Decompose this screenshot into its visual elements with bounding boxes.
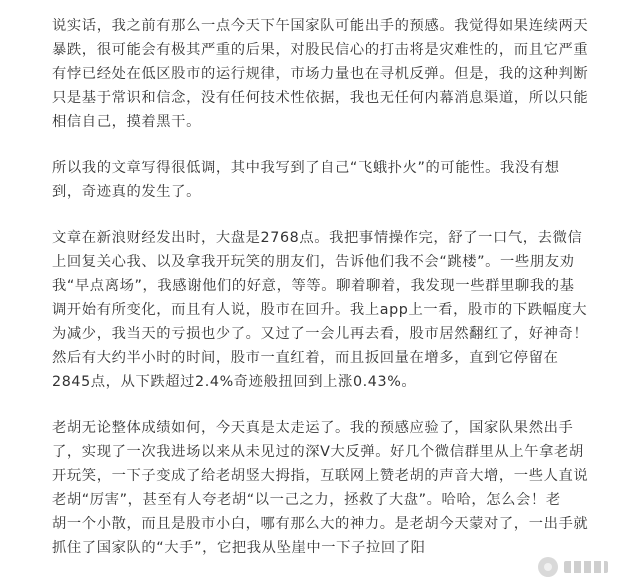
text-line: 相信自己，摸着黑干。 <box>52 114 201 130</box>
paragraph-4 <box>52 416 614 560</box>
text-line: 我“早点离场”，我感谢他们的好意，等等。聊着聊着，我发现一些群里聊我的基 <box>52 278 575 294</box>
text-line: 所以我的文章写得很低调，其中我写到了自己“飞蛾扑火”的可能性。我没有想 <box>52 160 560 176</box>
article-body <box>52 14 614 582</box>
paragraph-1 <box>52 14 614 134</box>
text-line: 只是基于常识和信念，没有任何技术性依据，我也无任何内幕消息渠道，所以只能 <box>52 90 589 106</box>
text-line: 老胡“厉害”，甚至有人夸老胡“以一己之力，拯救了大盘”。哈哈，怎么会！老 <box>52 492 561 508</box>
text-line: 抓住了国家队的“大手”，它把我从坠崖中一下子拉回了阳 <box>52 540 426 556</box>
watermark <box>534 555 612 579</box>
text-line: 上回复关心我、以及拿我开玩笑的朋友们，告诉他们我不会“跳楼”。一些朋友劝 <box>52 254 575 270</box>
watermark-logo-icon <box>538 557 558 577</box>
text-line: 暴跌，很可能会有极其严重的后果，对股民信心的打击将是灾难性的，而且它严重 <box>52 42 589 58</box>
text-line: 到，奇迹真的发生了。 <box>52 184 201 200</box>
text-line: 文章在新浪财经发出时，大盘是2768点。我把事情操作完，舒了一口气，去微信 <box>52 230 583 246</box>
text-line: 有悖已经处在低区股市的运行规律，市场力量也在寻机反弹。但是，我的这种判断 <box>52 66 589 82</box>
text-line: 2845点，从下跌超过2.4%奇迹般扭回到上涨0.43%。 <box>52 374 417 390</box>
text-line: 调开始有所变化，而且有人说，股市在回升。我上app上一看，股市的下跌幅度大 <box>52 302 588 318</box>
paragraph-2 <box>52 156 614 204</box>
text-line: 开玩笑，一下子变成了给老胡竖大拇指，互联网上赞老胡的声音大增，一些人直说 <box>52 468 589 484</box>
text-line: 胡一个小散，而且是股市小白，哪有那么大的神力。是老胡今天蒙对了，一出手就 <box>52 516 589 532</box>
text-line: 为减少，我当天的亏损也少了。又过了一会儿再去看，股市居然翻红了，好神奇！ <box>52 326 589 342</box>
text-line: 说实话，我之前有那么一点今天下午国家队可能出手的预感。我觉得如果连续两天 <box>52 18 589 34</box>
text-line: 了，实现了一次我进场以来从未见过的深V大反弹。好几个微信群里从上午拿老胡 <box>52 444 584 460</box>
text-line: 然后有大约半小时的时间，股市一直红着，而且扳回量在增多，直到它停留在 <box>52 350 559 366</box>
watermark-text <box>564 561 608 573</box>
text-line: 老胡无论整体成绩如何，今天真是太走运了。我的预感应验了，国家队果然出手 <box>52 420 574 436</box>
paragraph-3 <box>52 226 614 394</box>
